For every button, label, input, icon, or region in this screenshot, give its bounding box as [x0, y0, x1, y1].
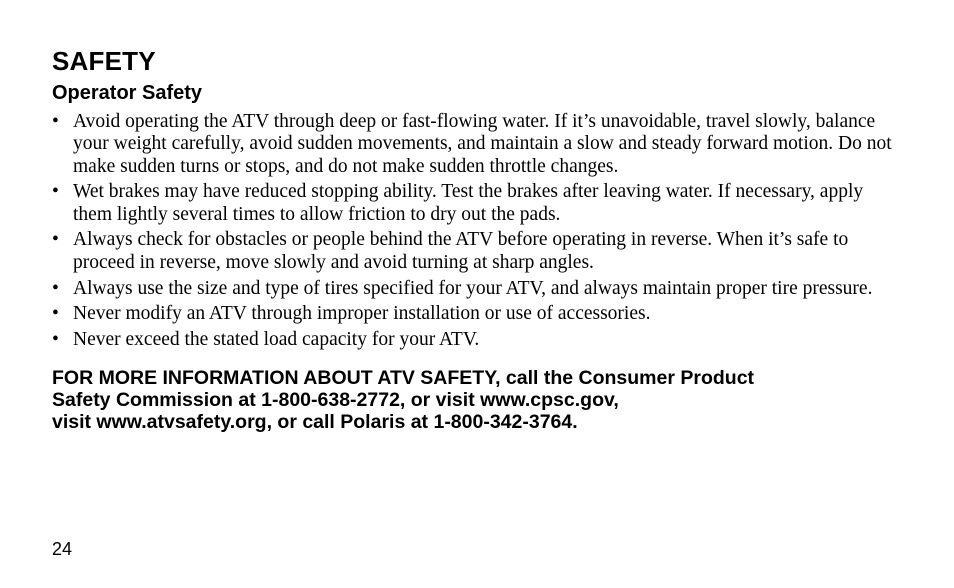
section-title: SAFETY — [52, 46, 156, 76]
bullet-text: Never exceed the stated load capacity for your ATV. — [73, 329, 480, 351]
bullet-dot-icon: • — [52, 277, 59, 299]
bullet-item — [52, 181, 892, 226]
subsection-title: Operator Safety — [52, 82, 203, 104]
bullet-text: Avoid operating the ATV through deep or fast-flowing water. If it’s unavoidable, travel slowly, balance your weight carefully, avoid sudden movements, and maintain a slow and steady forward motion. Do not make sudden turns or stops, and do not make sudden throttle changes. — [73, 111, 892, 177]
safety-bullet-list — [52, 111, 892, 351]
bullet-text: Always use the size and type of tires specified for your ATV, and always maintain proper tire pressure. — [73, 277, 873, 299]
bullet-item — [52, 278, 892, 300]
bullet-item — [52, 229, 892, 274]
note-line: FOR MORE INFORMATION ABOUT ATV SAFETY, call the Consumer Product — [52, 367, 755, 390]
bullet-dot-icon: • — [52, 181, 59, 203]
note-line: visit www.atvsafety.org, or call Polaris at 1-800-342-3764. — [52, 411, 578, 434]
bullet-dot-icon: • — [52, 111, 59, 132]
bullet-dot-icon: • — [52, 229, 59, 251]
page-number: 24 — [52, 539, 73, 559]
bullet-text: Never modify an ATV through improper installation or use of accessories. — [73, 303, 651, 325]
bullet-dot-icon: • — [52, 329, 59, 351]
bullet-item — [52, 329, 892, 351]
bullet-dot-icon: • — [52, 303, 59, 325]
more-information-note — [52, 367, 892, 433]
bullet-text: Wet brakes may have reduced stopping ability. Test the brakes after leaving water. If necessary, apply them lightly several times to allow friction to dry out the pads. — [73, 181, 864, 225]
note-line: Safety Commission at 1-800-638-2772, or visit www.cpsc.gov, — [52, 389, 619, 412]
manual-page — [52, 46, 892, 433]
bullet-item — [52, 111, 892, 178]
bullet-text: Always check for obstacles or people behind the ATV before operating in reverse. When it’s safe to proceed in reverse, move slowly and avoid turning at sharp angles. — [73, 229, 849, 273]
bullet-item — [52, 303, 892, 325]
